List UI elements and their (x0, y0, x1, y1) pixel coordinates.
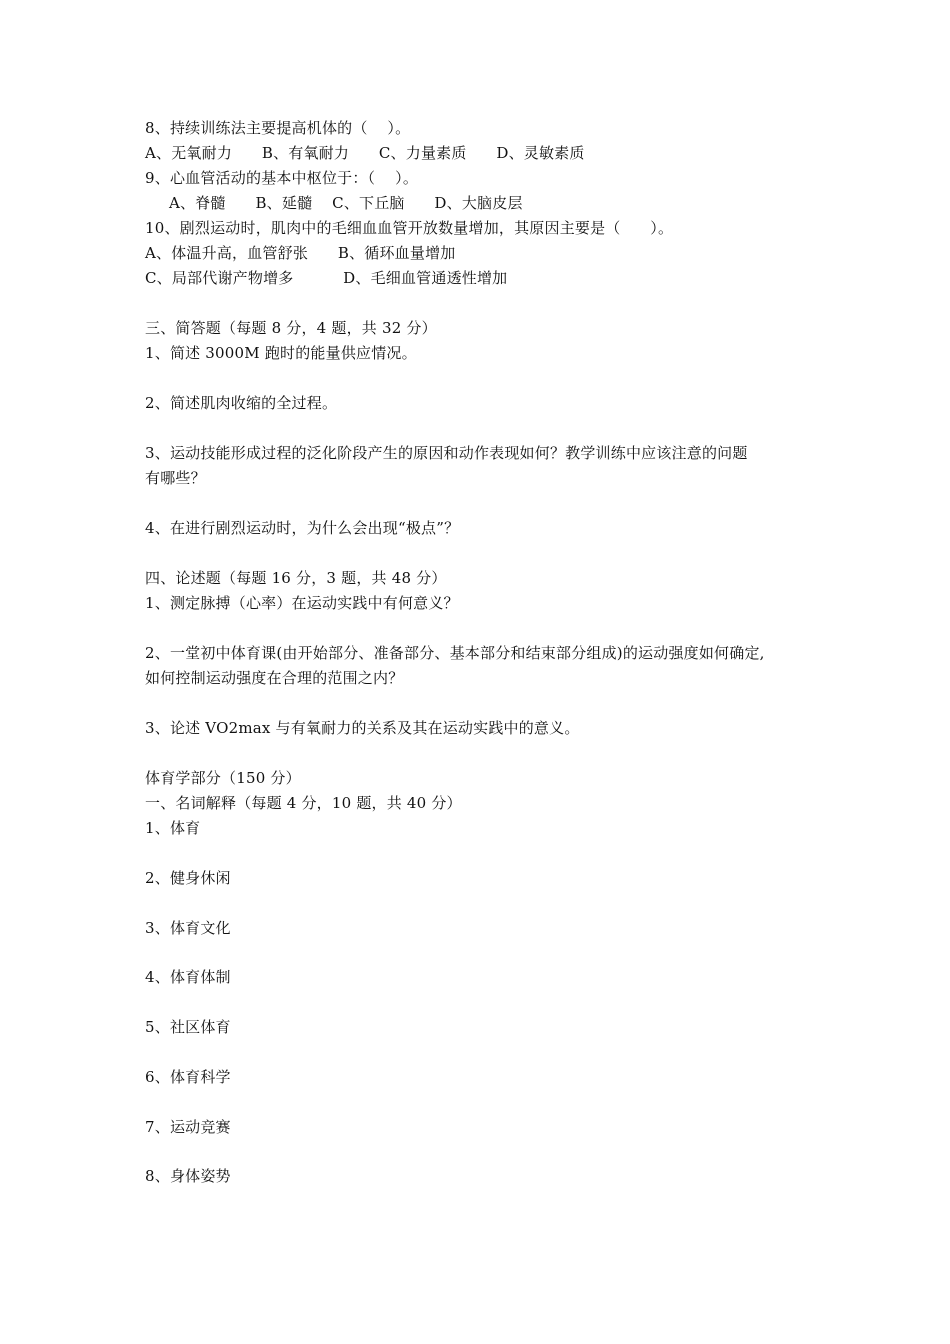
essay-heading: 四、论述题（每题 16 分，3 题，共 48 分） (145, 569, 447, 587)
short-answer-heading: 三、简答题（每题 8 分，4 题，共 32 分） (145, 319, 437, 337)
question-8-options: A、无氧耐力 B、有氧耐力 C、力量素质 D、灵敏素质 (145, 144, 585, 162)
essay-q3: 3、论述 VO2max 与有氧耐力的关系及其在运动实践中的意义。 (145, 719, 580, 737)
short-answer-q3-line2: 有哪些？ (145, 469, 206, 487)
question-9-options: A、脊髓 B、延髓 C、下丘脑 D、大脑皮层 (169, 194, 523, 212)
terms-heading: 一、名词解释（每题 4 分，10 题，共 40 分） (145, 794, 462, 812)
short-answer-q3-line1: 3、运动技能形成过程的泛化阶段产生的原因和动作表现如何？教学训练中应该注意的问题 (145, 444, 748, 462)
pe-section-title: 体育学部分（150 分） (145, 769, 301, 787)
short-answer-q1: 1、简述 3000M 跑时的能量供应情况。 (145, 344, 417, 362)
term-item: 4、体育体制 (145, 968, 231, 986)
term-item: 3、体育文化 (145, 919, 231, 937)
short-answer-q2: 2、简述肌肉收缩的全过程。 (145, 394, 338, 412)
question-8-stem: 8、持续训练法主要提高机体的（ ）。 (145, 119, 411, 137)
term-item: 7、运动竞赛 (145, 1118, 231, 1136)
question-10-stem: 10、剧烈运动时，肌肉中的毛细血血管开放数量增加，其原因主要是（ ）。 (145, 219, 674, 237)
short-answer-q4: 4、在进行剧烈运动时，为什么会出现“极点”？ (145, 519, 460, 537)
question-10-options-cd: C、局部代谢产物增多 D、毛细血管通透性增加 (145, 269, 508, 287)
term-item: 1、体育 (145, 819, 201, 837)
essay-q2-line1: 2、一堂初中体育课(由开始部分、准备部分、基本部分和结束部分组成)的运动强度如何确定, (145, 644, 765, 662)
essay-q2-line2: 如何控制运动强度在合理的范围之内？ (145, 669, 404, 687)
question-10-options-ab: A、体温升高，血管舒张 B、循环血量增加 (145, 244, 456, 262)
question-9-stem: 9、心血管活动的基本中枢位于：（ ）。 (145, 169, 419, 187)
term-item: 2、健身休闲 (145, 869, 231, 887)
term-item: 5、社区体育 (145, 1018, 231, 1036)
essay-q1: 1、测定脉搏（心率）在运动实践中有何意义？ (145, 594, 459, 612)
term-item: 6、体育科学 (145, 1068, 231, 1086)
term-item: 8、身体姿势 (145, 1167, 231, 1185)
